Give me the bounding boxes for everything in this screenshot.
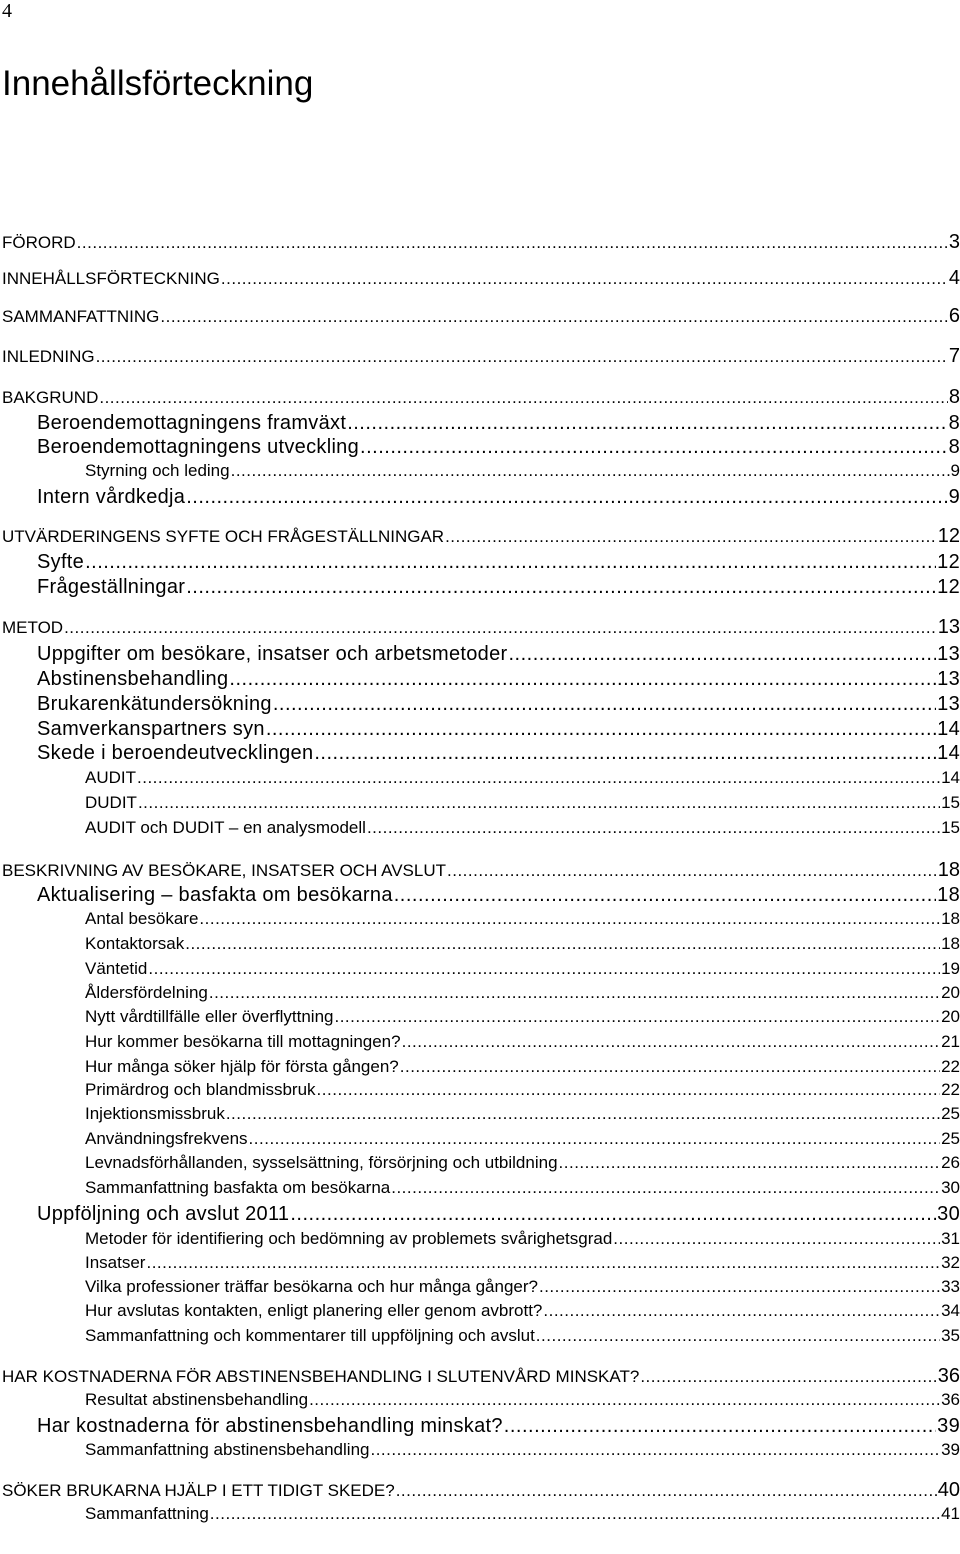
toc-leader-dots <box>273 693 936 716</box>
toc-entry[interactable] <box>85 1229 960 1249</box>
toc-entry-page: 15 <box>941 818 960 837</box>
toc-entry-label: Skede i beroendeutvecklingen <box>37 742 314 764</box>
toc-entry[interactable] <box>2 267 960 290</box>
toc-leader-dots <box>402 1032 940 1052</box>
toc-entry-label: SÖKER BRUKARNA HJÄLP I ETT TIDIGT SKEDE? <box>2 1481 395 1500</box>
toc-entry[interactable] <box>85 1007 960 1027</box>
toc-entry-page: 22 <box>941 1057 960 1076</box>
toc-entry[interactable] <box>37 643 960 666</box>
toc-leader-dots <box>290 1203 936 1226</box>
toc-entry[interactable] <box>85 934 960 954</box>
toc-entry-label: Nytt vårdtillfälle eller överflyttning <box>85 1007 334 1026</box>
toc-entry-page: 39 <box>937 1415 960 1437</box>
toc-entry[interactable] <box>85 1440 960 1460</box>
toc-entry-page: 20 <box>941 983 960 1002</box>
toc-entry-label: Styrning och leding <box>85 461 230 480</box>
toc-entry[interactable] <box>37 436 960 459</box>
toc-entry-label: Hur många söker hjälp för första gången? <box>85 1057 399 1076</box>
toc-entry-page: 9 <box>948 486 960 508</box>
toc-entry-page: 18 <box>941 909 960 928</box>
toc-leader-dots <box>347 412 947 435</box>
toc-entry[interactable] <box>85 1080 960 1100</box>
toc-entry-label: Primärdrog och blandmissbruk <box>85 1080 316 1099</box>
toc-leader-dots <box>210 1504 940 1524</box>
toc-entry[interactable] <box>85 1390 960 1410</box>
toc-entry-page: 22 <box>941 1080 960 1099</box>
toc-leader-dots <box>231 461 950 481</box>
toc-leader-dots <box>309 1390 940 1410</box>
toc-entry-label: Antal besökare <box>85 909 199 928</box>
toc-leader-dots <box>266 718 936 741</box>
toc-entry-label: Injektionsmissbruk <box>85 1104 225 1123</box>
toc-entry-label: Frågeställningar <box>37 576 186 598</box>
toc-entry-page: 30 <box>941 1178 960 1197</box>
toc-entry-label: Metoder för identifiering och bedömning av problemets svårighetsgrad <box>85 1229 613 1248</box>
toc-entry[interactable] <box>2 1479 960 1502</box>
toc-entry[interactable] <box>85 1129 960 1149</box>
toc-entry-page: 7 <box>948 345 960 367</box>
toc-entry[interactable] <box>85 959 960 979</box>
toc-entry-page: 35 <box>941 1326 960 1345</box>
toc-entry-page: 3 <box>948 231 960 253</box>
toc-entry[interactable] <box>85 1277 960 1297</box>
toc-entry-page: 13 <box>937 643 960 665</box>
toc-leader-dots <box>559 1153 941 1173</box>
toc-entry-page: 8 <box>948 436 960 458</box>
toc-entry-label: Abstinensbehandling <box>37 668 229 690</box>
toc-entry[interactable] <box>85 461 960 481</box>
toc-entry[interactable] <box>85 793 960 813</box>
toc-leader-dots <box>396 1481 937 1501</box>
toc-entry[interactable] <box>37 551 960 574</box>
toc-entry-label: INLEDNING <box>2 347 95 366</box>
toc-entry[interactable] <box>2 305 960 328</box>
toc-entry[interactable] <box>85 1326 960 1346</box>
toc-entry[interactable] <box>85 1104 960 1124</box>
toc-leader-dots <box>249 1129 941 1149</box>
toc-entry-page: 18 <box>937 859 960 881</box>
toc-entry[interactable] <box>85 1253 960 1273</box>
toc-leader-dots <box>543 1301 940 1321</box>
toc-entry-label: AUDIT och DUDIT – en analysmodell <box>85 818 366 837</box>
toc-entry-page: 6 <box>948 305 960 327</box>
toc-entry[interactable] <box>85 818 960 838</box>
toc-entry[interactable] <box>2 1365 960 1388</box>
toc-leader-dots <box>85 551 936 574</box>
toc-leader-dots <box>613 1229 940 1249</box>
toc-entry-page: 26 <box>941 1153 960 1172</box>
toc-entry-label: Kontaktorsak <box>85 934 185 953</box>
toc-leader-dots <box>229 668 936 691</box>
toc-entry[interactable] <box>85 768 960 788</box>
toc-entry-label: FÖRORD <box>2 233 76 252</box>
toc-entry-page: 13 <box>937 693 960 715</box>
page-number: 4 <box>2 0 12 22</box>
toc-entry-page: 25 <box>941 1104 960 1123</box>
toc-leader-dots <box>137 768 940 788</box>
toc-entry[interactable] <box>37 742 960 765</box>
toc-entry-page: 4 <box>948 267 960 289</box>
toc-leader-dots <box>370 1440 940 1460</box>
toc-entry-page: 30 <box>937 1203 960 1225</box>
toc-entry[interactable] <box>37 1415 960 1438</box>
toc-entry-label: BAKGRUND <box>2 388 99 407</box>
toc-leader-dots <box>314 742 936 765</box>
toc-entry-page: 9 <box>950 461 960 480</box>
toc-entry-label: INNEHÅLLSFÖRTECKNING <box>2 269 220 288</box>
toc-entry-page: 31 <box>941 1229 960 1248</box>
toc-entry[interactable] <box>85 909 960 929</box>
toc-leader-dots <box>199 909 940 929</box>
toc-leader-dots <box>186 576 936 599</box>
toc-entry[interactable] <box>37 718 960 741</box>
toc-entry-label: Brukarenkätundersökning <box>37 693 272 715</box>
toc-leader-dots <box>138 793 940 813</box>
toc-entry-label: Levnadsförhållanden, sysselsättning, försörjning och utbildning <box>85 1153 558 1172</box>
toc-entry-label: Har kostnaderna för abstinensbehandling minskat? <box>37 1415 503 1437</box>
toc-entry[interactable] <box>2 231 960 254</box>
toc-entry-label: Användningsfrekvens <box>85 1129 248 1148</box>
toc-entry[interactable] <box>37 1203 960 1226</box>
toc-leader-dots <box>186 486 947 509</box>
toc-entry-page: 15 <box>941 793 960 812</box>
toc-entry-page: 8 <box>948 412 960 434</box>
toc-entry-page: 13 <box>937 668 960 690</box>
toc-entry-page: 20 <box>941 1007 960 1026</box>
toc-entry[interactable] <box>2 386 960 409</box>
toc-entry-label: Vilka professioner träffar besökarna och hur många gånger? <box>85 1277 538 1296</box>
toc-entry-label: Intern vårdkedja <box>37 486 186 508</box>
toc-entry-label: Hur kommer besökarna till mottagningen? <box>85 1032 401 1051</box>
toc-entry[interactable] <box>2 859 960 882</box>
toc-entry[interactable] <box>37 668 960 691</box>
toc-entry[interactable] <box>2 525 960 548</box>
toc-leader-dots <box>445 527 937 547</box>
toc-entry-page: 41 <box>941 1504 960 1523</box>
toc-entry-page: 39 <box>941 1440 960 1459</box>
toc-entry-label: HAR KOSTNADERNA FÖR ABSTINENSBEHANDLING I SLUTENVÅRD MINSKAT? <box>2 1367 640 1386</box>
toc-entry[interactable] <box>2 616 960 639</box>
toc-leader-dots <box>99 388 948 408</box>
toc-leader-dots <box>317 1080 941 1100</box>
toc-leader-dots <box>77 233 948 253</box>
toc-entry-page: 18 <box>941 934 960 953</box>
toc-leader-dots <box>391 1178 940 1198</box>
toc-entry[interactable] <box>85 983 960 1003</box>
toc-entry-page: 8 <box>948 386 960 408</box>
toc-entry-label: BESKRIVNING AV BESÖKARE, INSATSER OCH AVSLUT <box>2 861 447 880</box>
toc-entry-label: DUDIT <box>85 793 137 812</box>
toc-leader-dots <box>394 884 936 907</box>
toc-entry-label: Resultat abstinensbehandling <box>85 1390 309 1409</box>
toc-leader-dots <box>360 436 948 459</box>
toc-entry[interactable] <box>85 1504 960 1524</box>
toc-entry-page: 32 <box>941 1253 960 1272</box>
toc-leader-dots <box>185 934 940 954</box>
toc-entry-page: 18 <box>937 884 960 906</box>
toc-entry-label: UTVÄRDERINGENS SYFTE OCH FRÅGESTÄLLNINGAR <box>2 527 445 546</box>
toc-entry-page: 36 <box>941 1390 960 1409</box>
toc-entry[interactable] <box>37 884 960 907</box>
toc-entry-label: SAMMANFATTNING <box>2 307 160 326</box>
toc-leader-dots <box>160 307 947 327</box>
toc-leader-dots <box>640 1367 936 1387</box>
toc-entry-label: Syfte <box>37 551 85 573</box>
toc-leader-dots <box>508 643 936 666</box>
toc-entry-page: 12 <box>937 576 960 598</box>
toc-leader-dots <box>447 861 937 881</box>
toc-entry-label: Samverkanspartners syn <box>37 718 265 740</box>
toc-entry[interactable] <box>2 345 960 368</box>
toc-entry[interactable] <box>37 576 960 599</box>
toc-entry-label: Sammanfattning basfakta om besökarna <box>85 1178 391 1197</box>
toc-entry-label: Sammanfattning <box>85 1504 209 1523</box>
toc-entry-page: 12 <box>937 525 960 547</box>
toc-entry-label: Åldersfördelning <box>85 983 208 1002</box>
toc-entry-label: Väntetid <box>85 959 148 978</box>
toc-leader-dots <box>209 983 940 1003</box>
toc-leader-dots <box>146 1253 940 1273</box>
toc-entry-page: 19 <box>941 959 960 978</box>
toc-entry-label: Hur avslutas kontakten, enligt planering eller genom avbrott? <box>85 1301 543 1320</box>
toc-entry-label: Insatser <box>85 1253 146 1272</box>
page-title: Innehållsförteckning <box>2 64 314 103</box>
toc-entry-label: Aktualisering – basfakta om besökarna <box>37 884 393 906</box>
toc-leader-dots <box>334 1007 940 1027</box>
toc-entry-label: Sammanfattning och kommentarer till uppföljning och avslut <box>85 1326 535 1345</box>
toc-entry[interactable] <box>85 1032 960 1052</box>
toc-leader-dots <box>96 347 948 367</box>
toc-entry[interactable] <box>85 1301 960 1321</box>
toc-entry-page: 14 <box>941 768 960 787</box>
toc-leader-dots <box>539 1277 940 1297</box>
toc-entry-label: Uppgifter om besökare, insatser och arbetsmetoder <box>37 643 508 665</box>
toc-leader-dots <box>400 1057 940 1077</box>
toc-leader-dots <box>148 959 940 979</box>
toc-entry[interactable] <box>85 1153 960 1173</box>
toc-entry[interactable] <box>37 486 960 509</box>
toc-entry-page: 14 <box>937 718 960 740</box>
toc-entry[interactable] <box>37 412 960 435</box>
toc-entry-label: Beroendemottagningens utveckling <box>37 436 360 458</box>
toc-entry-label: Beroendemottagningens framväxt <box>37 412 347 434</box>
toc-entry-page: 36 <box>937 1365 960 1387</box>
toc-leader-dots <box>226 1104 940 1124</box>
toc-entry-label: AUDIT <box>85 768 136 787</box>
toc-entry[interactable] <box>85 1057 960 1077</box>
toc-entry-page: 34 <box>941 1301 960 1320</box>
toc-entry-page: 12 <box>937 551 960 573</box>
toc-leader-dots <box>221 269 948 289</box>
toc-entry-page: 33 <box>941 1277 960 1296</box>
toc-entry-page: 13 <box>937 616 960 638</box>
toc-leader-dots <box>536 1326 940 1346</box>
toc-entry[interactable] <box>37 693 960 716</box>
toc-entry-page: 40 <box>937 1479 960 1501</box>
toc-leader-dots <box>504 1415 936 1438</box>
toc-entry-page: 25 <box>941 1129 960 1148</box>
toc-entry-label: Uppföljning och avslut 2011 <box>37 1203 290 1225</box>
toc-leader-dots <box>64 618 937 638</box>
toc-entry-page: 21 <box>941 1032 960 1051</box>
toc-entry-label: METOD <box>2 618 64 637</box>
toc-entry-page: 14 <box>937 742 960 764</box>
toc-entry-label: Sammanfattning abstinensbehandling <box>85 1440 370 1459</box>
toc-leader-dots <box>367 818 940 838</box>
toc-entry[interactable] <box>85 1178 960 1198</box>
